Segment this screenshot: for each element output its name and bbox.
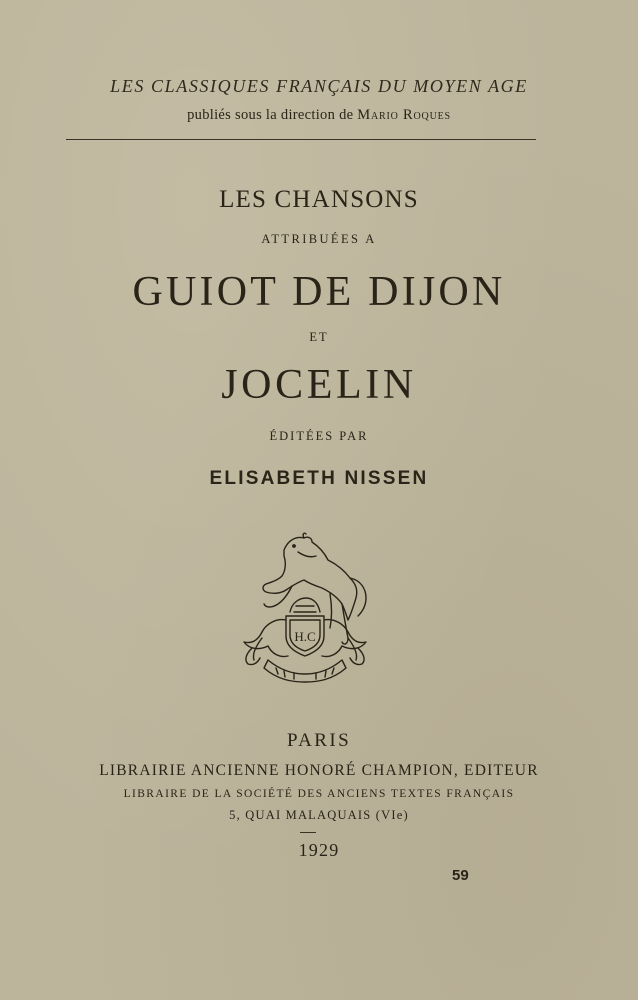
header-rule — [66, 139, 536, 140]
title-line-3: GUIOT DE DIJON — [132, 269, 506, 315]
title-line-2: ATTRIBUÉES A — [261, 232, 377, 246]
title-line-1: LES CHANSONS — [219, 186, 419, 213]
imprint-address: 5, QUAI MALAQUAIS (VIe) — [229, 808, 409, 822]
imprint-city: PARIS — [286, 730, 352, 751]
imprint-year: 1929 — [298, 840, 340, 860]
editor-label: ÉDITÉES PAR — [269, 429, 369, 443]
imprint-publisher: LIBRAIRIE ANCIENNE HONORÉ CHAMPION, EDITEUR — [99, 762, 539, 779]
imprint-dash — [300, 832, 316, 833]
title-line-4: ET — [309, 330, 329, 344]
printer-mark-monogram: H.C — [294, 629, 316, 644]
title-line-5: JOCELIN — [221, 362, 417, 408]
imprint-libraire: LIBRAIRE DE LA SOCIÉTÉ DES ANCIENS TEXTES FRANÇAIS — [123, 788, 515, 800]
horse-crest-printer-mark-icon — [232, 528, 378, 688]
series-direction — [0, 107, 638, 124]
series-title: LES CLASSIQUES FRANÇAIS DU MOYEN AGE — [110, 76, 528, 96]
direction-prefix: publiés sous la direction de — [187, 107, 358, 123]
director-name: Mario Roques — [357, 107, 451, 123]
editor-name: ELISABETH NISSEN — [209, 468, 429, 489]
volume-number: 59 — [452, 867, 469, 884]
